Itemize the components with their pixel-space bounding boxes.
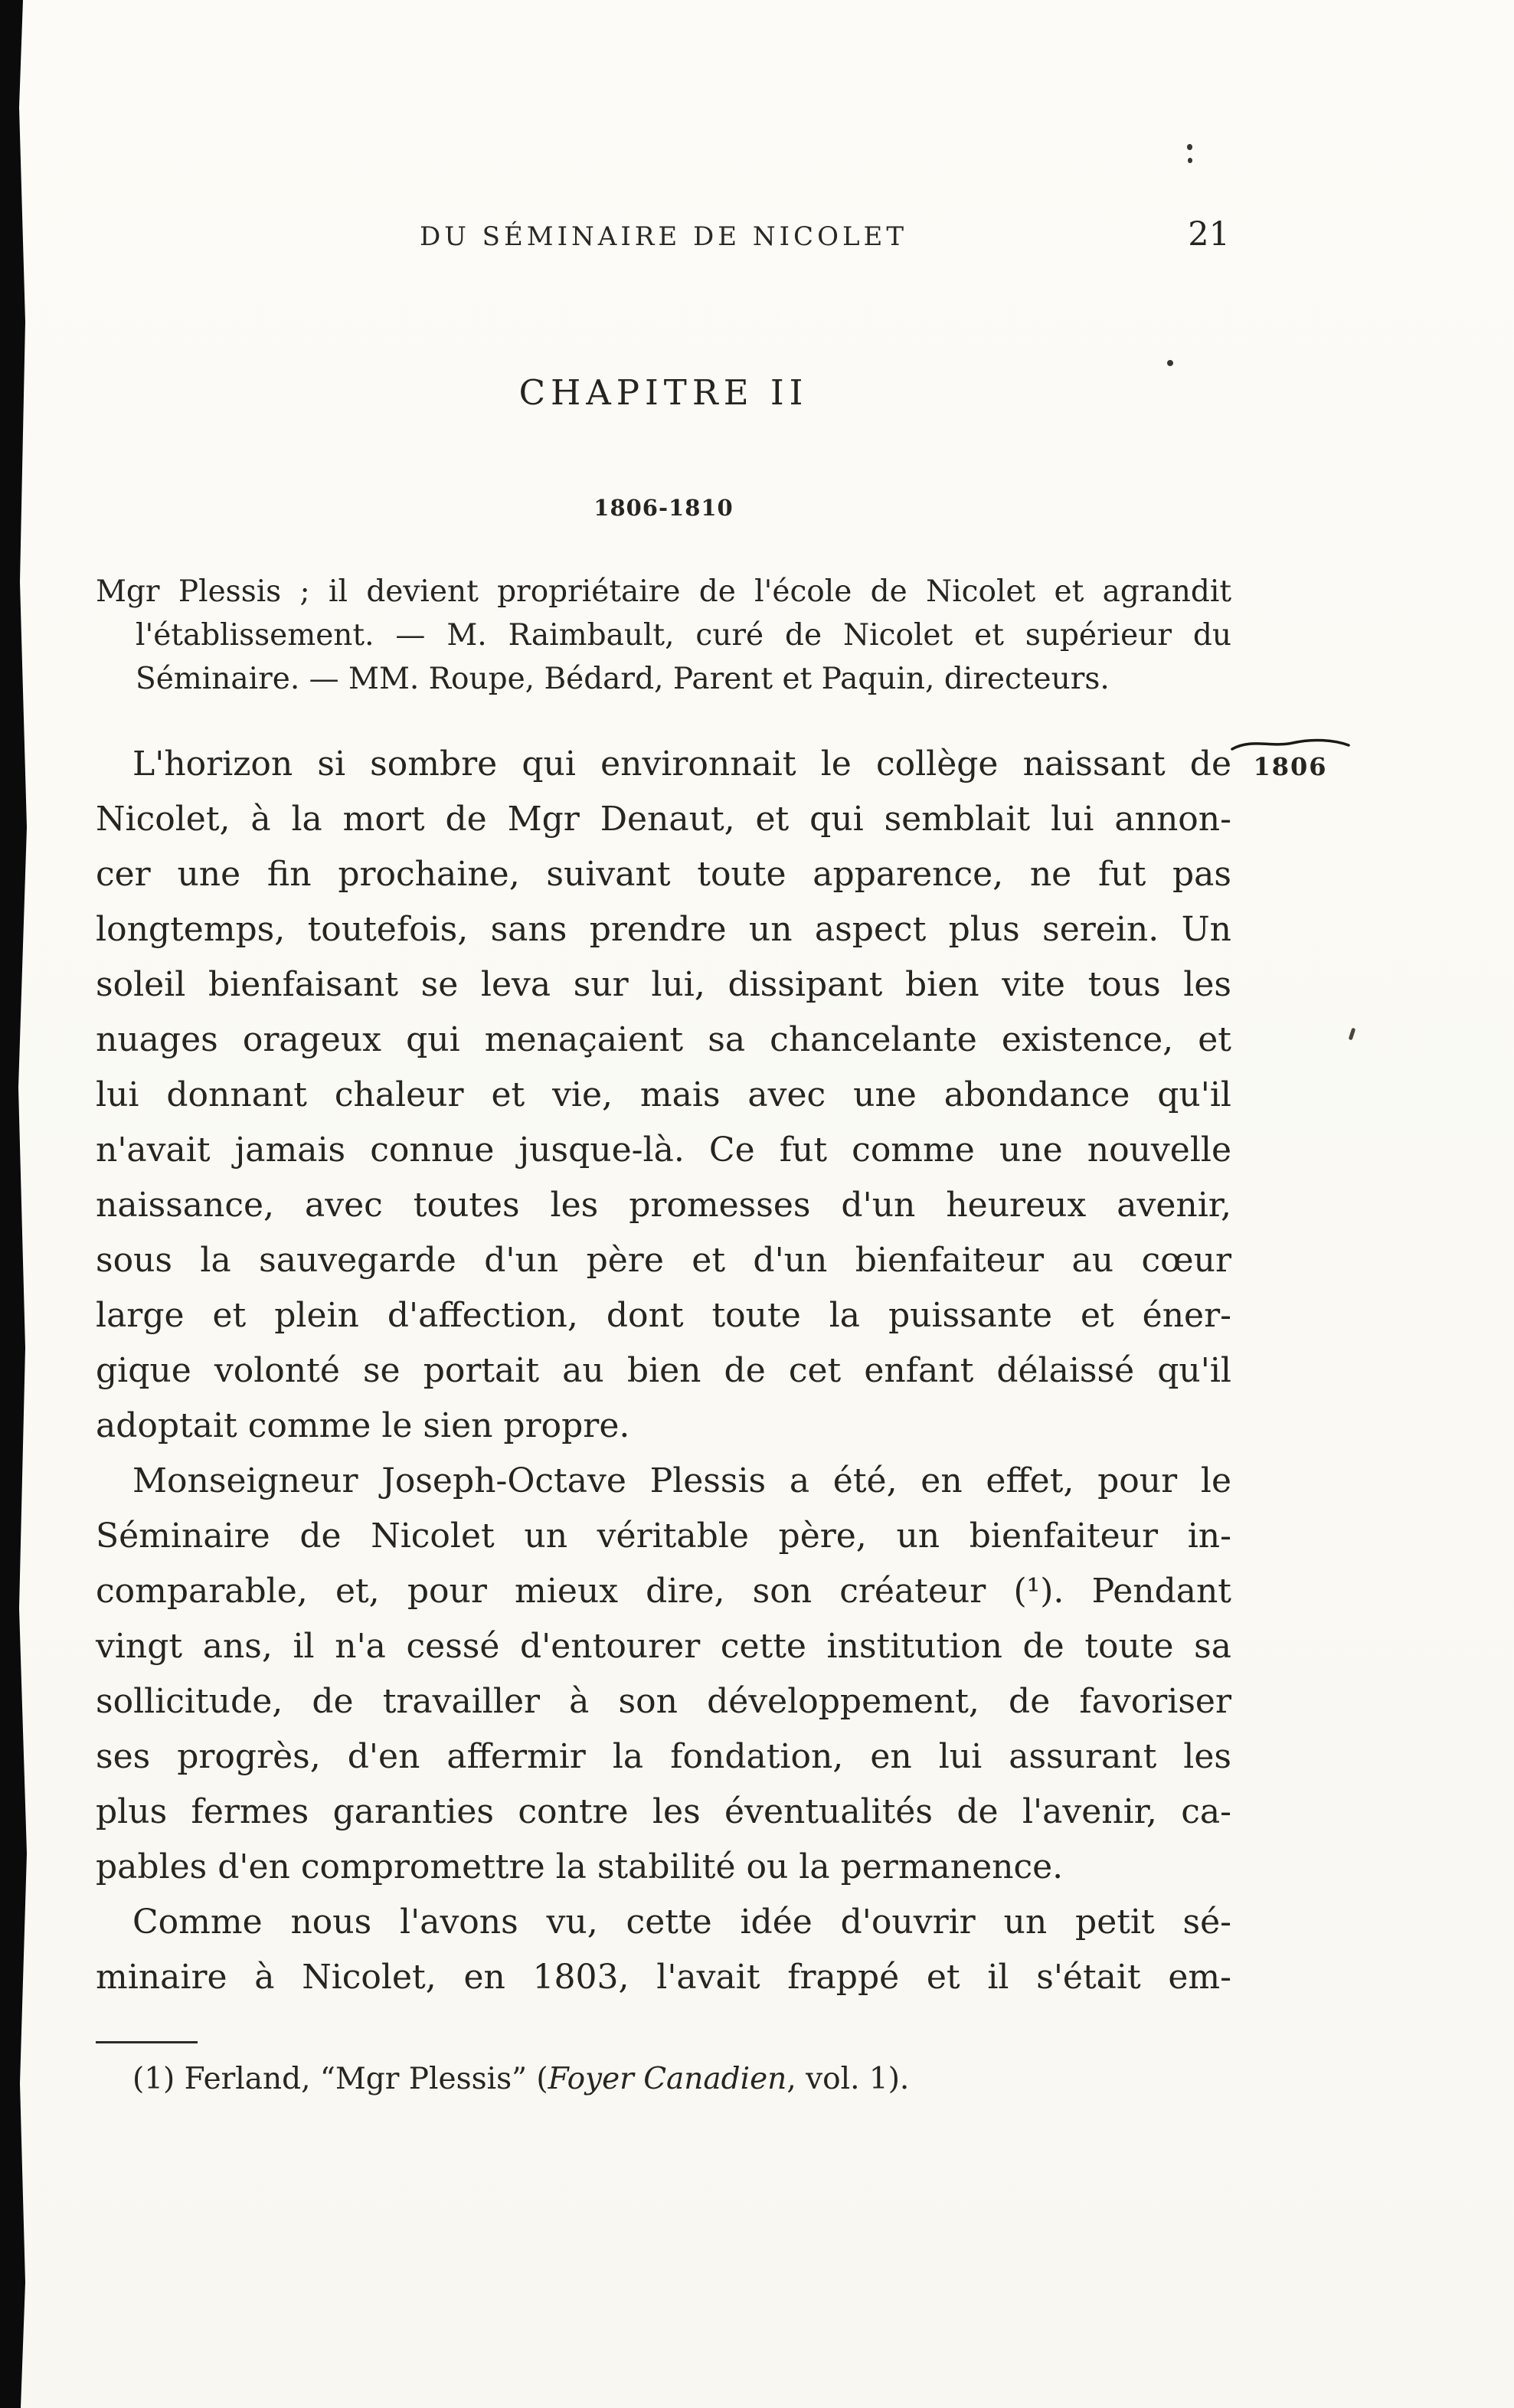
running-title: DU SÉMINAIRE DE NICOLET [419, 221, 908, 252]
overbrace-squiggle-icon [1230, 737, 1351, 754]
text-line: n'avait jamais connue jusque-là. Ce fut comme une nouvelle [96, 1130, 1231, 1170]
chapter-title: CHAPITRE II [518, 372, 809, 413]
page-number: 21 [1188, 215, 1230, 254]
text-line: Séminaire de Nicolet un véritable père, un bienfaiteur in- [96, 1516, 1231, 1556]
text-line: Monseigneur Joseph-Octave Plessis a été, en effet, pour le [132, 1461, 1231, 1500]
text-line: L'horizon si sombre qui environnait le collège naissant de [132, 744, 1231, 784]
text-line: sollicitude, de travailler à son développement, de favoriser [96, 1682, 1231, 1721]
text-line: large et plein d'affection, dont toute la puissante et éner- [96, 1296, 1231, 1335]
paragraph [96, 1895, 1231, 2005]
footnote-suffix: , vol. 1). [786, 2062, 910, 2096]
margin-year-note [1228, 737, 1352, 781]
scan-speck [1167, 360, 1173, 366]
footnote-prefix: (1) Ferland, “Mgr Plessis” ( [132, 2062, 548, 2096]
scan-speck [1349, 1028, 1356, 1041]
text-line: sous la sauvegarde d'un père et d'un bienfaiteur au cœur [96, 1241, 1231, 1280]
scan-speck [1188, 158, 1192, 163]
footnote-text [96, 2062, 1231, 2096]
text-line: naissance, avec toutes les promesses d'un heureux avenir, [96, 1186, 1231, 1225]
text-line: gique volonté se portait au bien de cet enfant délaissé qu'il [96, 1351, 1231, 1390]
running-header [96, 217, 1231, 266]
chapter-summary [96, 570, 1231, 701]
footnote-rule [96, 2041, 198, 2043]
summary-line: Mgr Plessis ; il devient propriétaire de l'école de Nicolet et agrandit [96, 574, 1231, 609]
margin-year: 1806 [1253, 752, 1328, 781]
paragraph [96, 737, 1231, 1454]
body-text [96, 737, 1231, 2005]
text-line: nuages orageux qui menaçaient sa chancelante existence, et [96, 1020, 1231, 1059]
text-line: Nicolet, à la mort de Mgr Denaut, et qui semblait lui annon- [96, 800, 1231, 839]
text-line: soleil bienfaisant se leva sur lui, dissipant bien vite tous les [96, 965, 1231, 1004]
footnote-italic: Foyer Canadien [548, 2062, 787, 2096]
text-line: pables d'en compromettre la stabilité ou la permanence. [96, 1847, 1064, 1886]
summary-line: l'établissement. — M. Raimbault, curé de Nicolet et supérieur du [136, 618, 1231, 653]
summary-line: Séminaire. — MM. Roupe, Bédard, Parent et Paquin, directeurs. [136, 662, 1110, 696]
chapter-date-range: 1806-1810 [594, 495, 734, 521]
text-line: cer une fin prochaine, suivant toute apparence, ne fut pas [96, 855, 1231, 894]
text-line: vingt ans, il n'a cessé d'entourer cette institution de toute sa [96, 1627, 1231, 1666]
paragraph [96, 1454, 1231, 1895]
text-line: ses progrès, d'en affermir la fondation, en lui assurant les [96, 1737, 1231, 1776]
scan-edge-artifact [0, 0, 31, 2408]
text-line: plus fermes garanties contre les éventualités de l'avenir, ca- [96, 1792, 1231, 1831]
footnote [96, 2062, 1231, 2096]
text-line: Comme nous l'avons vu, cette idée d'ouvrir un petit sé- [132, 1903, 1231, 1942]
text-line: adoptait comme le sien propre. [96, 1406, 630, 1445]
text-line: longtemps, toutefois, sans prendre un aspect plus serein. Un [96, 910, 1231, 949]
scan-speck [1187, 144, 1192, 150]
text-line: comparable, et, pour mieux dire, son créateur (¹). Pendant [96, 1572, 1231, 1611]
text-line: lui donnant chaleur et vie, mais avec une abondance qu'il [96, 1075, 1231, 1114]
text-line: minaire à Nicolet, en 1803, l'avait frappé et il s'était em- [96, 1958, 1231, 1997]
